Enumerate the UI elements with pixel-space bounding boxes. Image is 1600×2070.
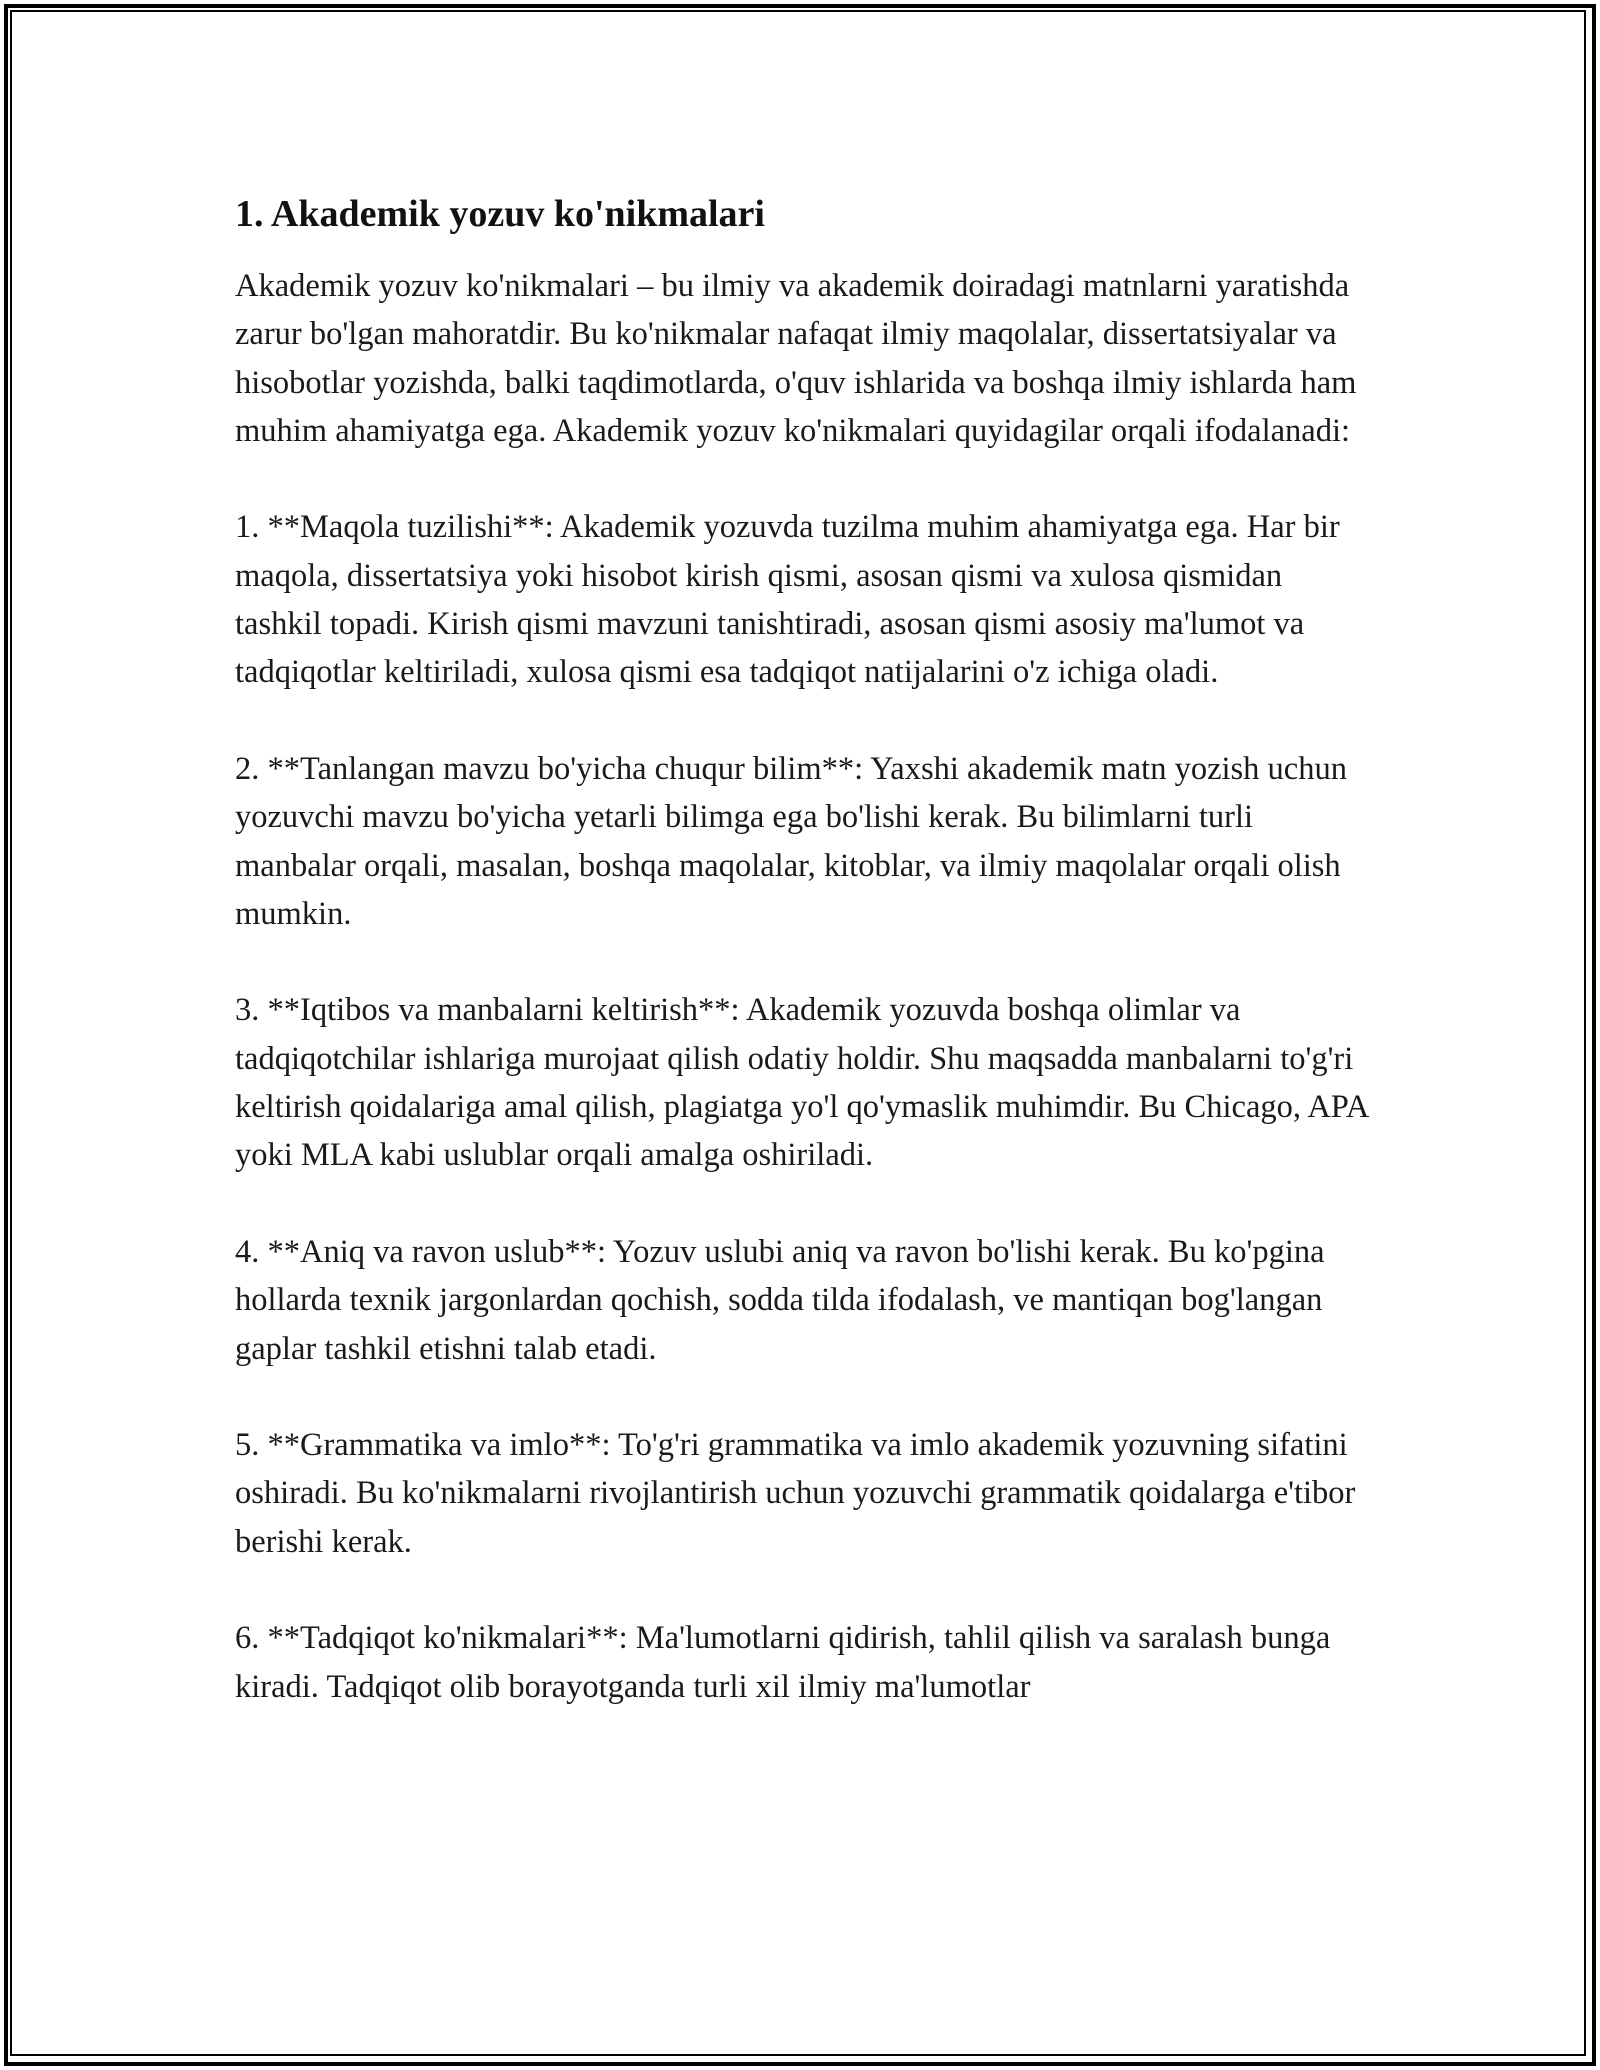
- list-item-style: 4. **Aniq va ravon uslub**: Yozuv uslubi aniq va ravon bo'lishi kerak. Bu ko'pgina hollarda texnik jargonlardan qochish, sodda tilda ifodalash, ve mantiqan bog'langan gaplar tashkil etishni talab etadi.: [235, 1233, 1325, 1367]
- intro-paragraph: Akademik yozuv ko'nikmalari – bu ilmiy va akademik doiradagi matnlarni yaratishda zarur bo'lgan mahoratdir. Bu ko'nikmalar nafaqat ilmiy maqolalar, dissertatsiyalar va hisobotlar yozishda, balki taqdimotlarda, o'quv ishlarida va boshqa ilmiy ishlarda ham muhim ahamiyatga ega. Akademik yozuv ko'nikmalari quyidagilar orqali ifodalanadi:: [235, 268, 1357, 449]
- section-heading: 1. Akademik yozuv ko'nikmalari: [235, 193, 765, 235]
- list-item-knowledge: 2. **Tanlangan mavzu bo'yicha chuqur bilim**: Yaxshi akademik matn yozish uchun yozuvchi mavzu bo'yicha yetarli bilimga ega bo'lishi kerak. Bu bilimlarni turli manbalar orqali, masalan, boshqa maqolalar, kitoblar, va ilmiy maqolalar orqali olish mumkin.: [235, 750, 1347, 932]
- list-item-grammar: 5. **Grammatika va imlo**: To'g'ri grammatika va imlo akademik yozuvning sifatini oshiradi. Bu ko'nikmalarni rivojlantirish uchun yozuvchi grammatik qoidalarga e'tibor berishi kerak.: [235, 1427, 1356, 1560]
- list-item-research: 6. **Tadqiqot ko'nikmalari**: Ma'lumotlarni qidirish, tahlil qilish va saralash bunga kiradi. Tadqiqot olib borayotganda turli xil ilmiy ma'lumotlar: [235, 1620, 1331, 1705]
- list-item-citation: 3. **Iqtibos va manbalarni keltirish**: Akademik yozuvda boshqa olimlar va tadqiqotchilar ishlariga murojaat qilish odatiy holdir. Shu maqsadda manbalarni to'g'ri keltirish qoidalariga amal qilish, plagiatga yo'l qo'ymaslik muhimdir. Bu Chicago, APA yoki MLA kabi uslublar orqali amalga oshiriladi.: [235, 992, 1368, 1174]
- document-body: [235, 186, 1370, 1711]
- list-item-structure: 1. **Maqola tuzilishi**: Akademik yozuvda tuzilma muhim ahamiyatga ega. Har bir maqola, dissertatsiya yoki hisobot kirish qismi, asosan qismi va xulosa qismidan tashkil topadi. Kirish qismi mavzuni tanishtiradi, asosan qismi asosiy ma'lumot va tadqiqotlar keltiriladi, xulosa qismi esa tadqiqot natijalarini o'z ichiga oladi.: [235, 509, 1340, 691]
